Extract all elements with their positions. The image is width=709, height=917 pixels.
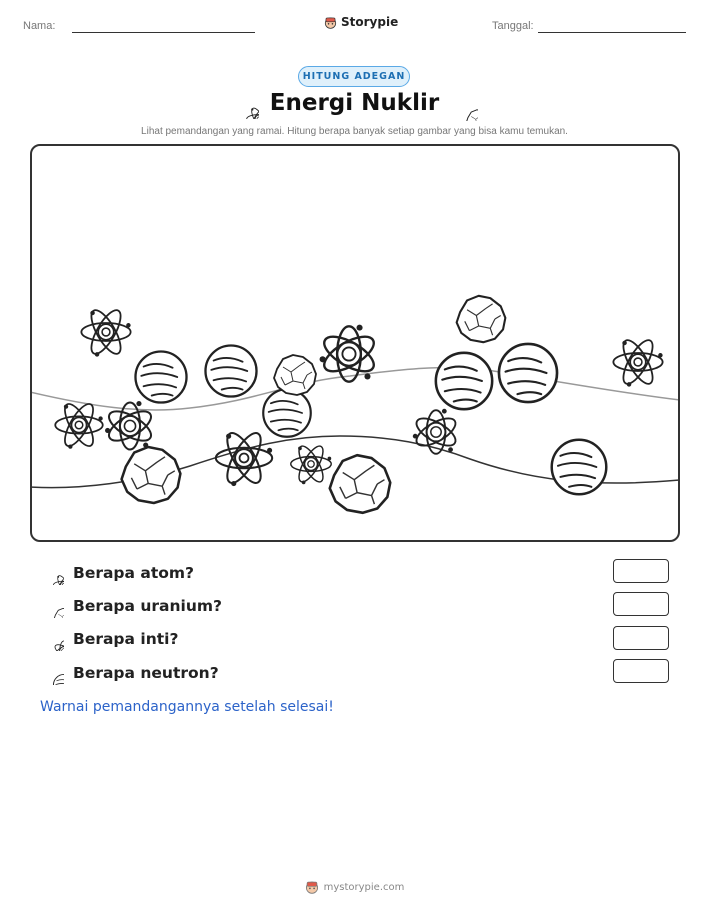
question-text: Berapa atom?	[73, 564, 195, 582]
neutron-icon	[436, 353, 492, 409]
brand-logo	[324, 15, 398, 29]
page-title: Energi Nuklir	[269, 90, 440, 116]
nucleus-icon	[40, 627, 64, 651]
neutron-icon	[552, 440, 607, 495]
atom-icon	[81, 306, 130, 358]
atom-icon	[216, 428, 272, 487]
neutron-icon	[205, 345, 256, 396]
atom-icon	[40, 561, 64, 585]
neutron-icon	[499, 344, 557, 402]
uranium-icon	[457, 296, 506, 342]
name-label: Nama:	[23, 20, 56, 32]
storypie-mascot-icon	[305, 880, 319, 894]
date-field[interactable]	[538, 32, 686, 33]
question-text: Berapa uranium?	[73, 597, 223, 615]
question-uranium	[40, 593, 222, 619]
atom-icon	[613, 336, 662, 388]
date-label: Tanggal:	[492, 20, 534, 32]
activity-badge: HITUNG ADEGAN	[298, 66, 410, 87]
answer-box-neutron[interactable]	[613, 659, 669, 683]
neutron-icon	[135, 351, 186, 402]
title-uranium-icon	[450, 93, 478, 121]
nucleus-icon	[412, 409, 459, 454]
answer-box-atom[interactable]	[613, 559, 669, 583]
atom-icon	[55, 400, 103, 450]
question-text: Berapa neutron?	[73, 664, 219, 682]
answer-box-uranium[interactable]	[613, 592, 669, 616]
storypie-mascot-icon	[324, 16, 337, 29]
question-atom	[40, 560, 194, 586]
coloring-instruction: Warnai pemandangannya setelah selesai!	[40, 699, 334, 715]
uranium-icon	[40, 594, 64, 618]
answer-box-nucleus[interactable]	[613, 626, 669, 650]
question-nucleus	[40, 626, 178, 652]
uranium-icon	[330, 455, 390, 513]
question-neutron	[40, 660, 219, 686]
instructions: Lihat pemandangan yang ramai. Hitung berapa banyak setiap gambar yang bisa kamu temukan.	[141, 126, 568, 137]
atom-icon	[291, 443, 331, 485]
uranium-icon	[274, 355, 316, 395]
neutron-icon	[40, 661, 64, 685]
brand-name: Storypie	[341, 15, 399, 29]
uranium-icon	[122, 447, 181, 503]
name-field[interactable]	[72, 32, 255, 33]
footer-url: mystorypie.com	[323, 881, 405, 893]
question-text: Berapa inti?	[73, 630, 179, 648]
page-footer	[0, 880, 709, 894]
neutron-icon	[263, 389, 311, 437]
counting-scene	[30, 144, 680, 542]
